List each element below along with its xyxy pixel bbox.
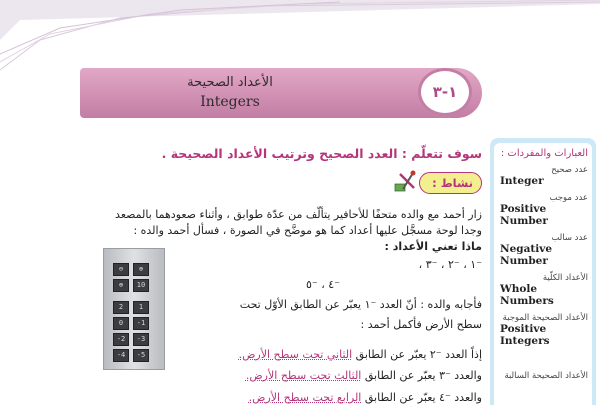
- vocab-term-en: Integer: [500, 175, 544, 187]
- vocab-term-en: Positive Number: [500, 203, 548, 227]
- numbers-row: ⁻١ ، ⁻٢ ، ⁻٣ ،: [418, 258, 482, 271]
- vocab-term-ar: الأعداد الصحيحة الموجبة: [502, 313, 588, 323]
- elevator-floor-button: -2: [113, 333, 129, 346]
- fill-sentence: [239, 348, 482, 361]
- elevator-floor-button: ⊕: [113, 279, 129, 292]
- vocab-entry: [500, 233, 588, 267]
- question-text: ماذا تعني الأعداد :: [384, 240, 482, 253]
- vocab-term-ar: الأعداد الكلّية: [542, 273, 588, 283]
- vocabulary-sidebar: [490, 138, 596, 405]
- vocab-term-en: Positive Integers: [500, 323, 550, 347]
- answer-text: سطح الأرض فأكمل أحمد :: [360, 318, 482, 331]
- elevator-floor-button: 0: [113, 317, 129, 330]
- vocabulary-box: [494, 143, 592, 405]
- vocab-term-ar: عدد صحيح: [551, 165, 588, 175]
- fill-prefix: والعدد ⁻٣ يعبّر عن الطابق: [364, 369, 482, 382]
- answer-text: فأجابه والده : أنّ العدد ⁻١ يعبّر عن الطابق الأوّل تحت: [239, 298, 482, 311]
- activity-label: نشاط :: [419, 172, 482, 194]
- tools-icon: [392, 170, 418, 194]
- paragraph-line: وجدا لوحة مسجَّل عليها أعداد كما هو موضَّح في الصورة ، فسأل أحمد والده :: [133, 224, 482, 237]
- vocabulary-title: العبارات والمفردات :: [500, 148, 588, 159]
- elevator-floor-button: 10: [133, 279, 149, 292]
- elevator-floor-button: 2: [113, 301, 129, 314]
- fill-sentence: [246, 369, 482, 382]
- fill-prefix: والعدد ⁻٤ يعبّر عن الطابق: [364, 391, 482, 404]
- lesson-title-en: Integers: [200, 94, 260, 110]
- vocab-term-ar: عدد موجب: [549, 193, 588, 203]
- fill-sentence: [249, 391, 482, 404]
- fill-prefix: إذاً العدد ⁻٢ يعبّر عن الطابق: [355, 348, 482, 361]
- vocab-term-en: Whole Numbers: [500, 283, 554, 307]
- fill-answer: الثاني تحت سطح الأرض.: [238, 348, 353, 361]
- elevator-floor-button: -4: [113, 349, 129, 362]
- elevator-floor-button: -5: [133, 349, 149, 362]
- learning-goal: سوف تتعلّم : العدد الصحيح وترتيب الأعداد الصحيحة .: [161, 146, 482, 161]
- vocab-entry: [500, 193, 588, 227]
- lesson-title-ar: الأعداد الصحيحة: [187, 75, 273, 90]
- elevator-panel-image: [103, 248, 165, 370]
- vocab-term-ar: الأعداد الصحيحة السالبة: [504, 371, 588, 381]
- vocab-term-en: Negative Number: [500, 243, 553, 267]
- vocab-entry: [500, 273, 588, 307]
- elevator-floor-button: 1: [133, 301, 149, 314]
- lesson-number-badge: ١-٣: [418, 68, 472, 116]
- vocab-entry: [500, 371, 588, 381]
- elevator-floor-button: ⊖: [113, 263, 129, 276]
- elevator-floor-button: -1: [133, 317, 149, 330]
- vocab-entry: [500, 313, 588, 347]
- vocab-entry: [500, 165, 588, 187]
- elevator-floor-button: -3: [133, 333, 149, 346]
- elevator-floor-button: ⊕: [133, 263, 149, 276]
- fill-answer: الرابع تحت سطح الأرض.: [248, 391, 362, 404]
- paragraph-line: زار أحمد مع والده متحفًا للأحافير يتألّف من عدّة طوابق ، وأثناء صعودهما بالمصعد: [115, 208, 482, 221]
- vocab-term-ar: عدد سالب: [551, 233, 588, 243]
- numbers-row: ⁻٤ ، ⁻٥: [305, 278, 340, 291]
- fill-answer: الثالث تحت سطح الأرض.: [245, 369, 362, 382]
